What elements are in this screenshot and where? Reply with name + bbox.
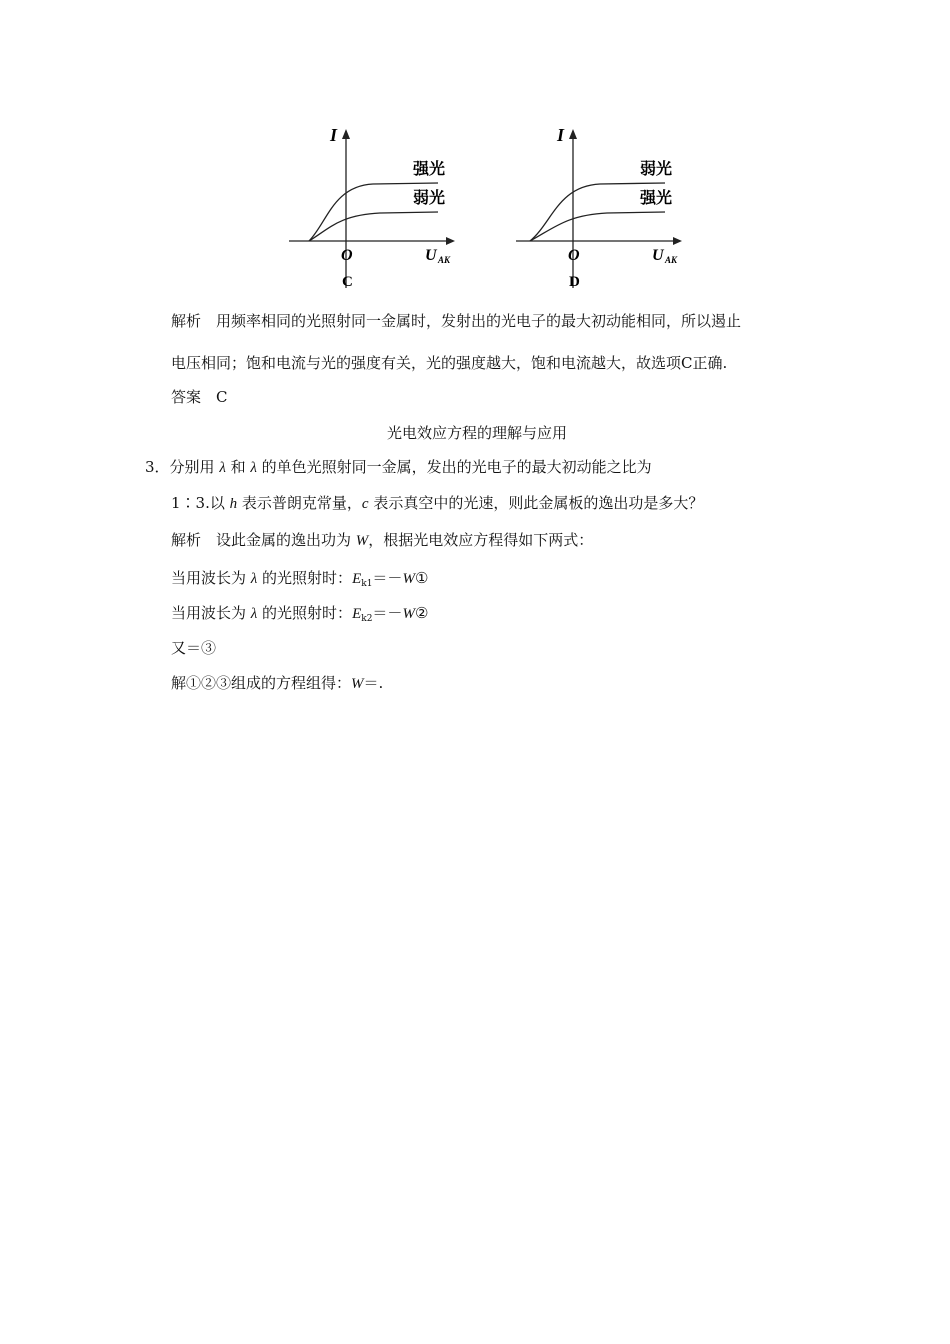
origin-label: O [341,247,353,264]
energy-subscript: k1 [361,579,373,589]
analysis-line-2: 电压相同；饱和电流与光的强度有关，光的强度越大，饱和电流越大，故选项C正确. [171,354,728,372]
upper-curve-label: 强光 [413,159,446,178]
work-function-symbol: W [355,533,369,549]
y-axis-arrow [342,129,350,139]
lambda-symbol: λ [250,606,258,622]
light-speed-symbol: c [361,496,369,512]
work-function-symbol: W [402,606,415,622]
q3-text-f: 表示真空中的光速，则此金属板的逸出功是多大？ [368,494,704,512]
q3-text-d: 1∶3.以 [171,494,230,512]
q3-text-e: 表示普朗克常量， [237,494,362,512]
graph-c [285,118,465,293]
x-axis-subscript: AK [438,255,451,265]
eq2-text-c: ＝－ [372,604,403,622]
x-axis-label: U [425,247,437,264]
answer-line: 答案 C [171,388,228,406]
q3-text-c: 的单色光照射同一金属，发出的光电子的最大初动能之比为 [256,458,652,476]
q3-text-b: 和 [225,458,251,476]
x-axis-arrow [673,237,682,245]
x-axis-label: U [652,247,664,264]
figure-d [512,118,692,293]
analysis2-text-b: ，根据光电效应方程得如下两式： [368,531,594,549]
y-axis-arrow [569,129,577,139]
lambda-symbol: λ [250,571,258,587]
eq1-text-c: ＝－ [372,569,403,587]
solution-text-b: ＝. [363,674,384,692]
lower-curve-label: 强光 [640,188,673,207]
eq1-marker: ① [414,569,429,587]
equation-1 [171,568,428,594]
origin-label: O [568,247,580,264]
eq2-text-a: 当用波长为 [171,604,251,622]
section-title: 光电效应方程的理解与应用 [387,424,568,442]
figure-caption: C [342,274,353,290]
equation-3: 又＝③ [171,639,217,657]
y-axis-label: I [330,125,338,145]
energy-symbol: E [352,571,362,587]
analysis2-line-1 [171,530,593,551]
work-function-symbol: W [402,571,415,587]
question-3-line-2 [171,493,703,514]
solution-text-a: 解①②③组成的方程组得： [171,674,352,692]
x-axis-arrow [446,237,455,245]
analysis2-text-a: 解析 设此金属的逸出功为 [171,531,356,549]
upper-curve-label: 弱光 [640,159,673,178]
figure-c [285,118,465,293]
work-function-symbol: W [351,676,364,692]
x-axis-subscript: AK [665,255,678,265]
lambda-symbol: λ [219,460,226,476]
solution-line [171,673,383,694]
eq2-text-b: 的光照射时： [257,604,353,622]
graph-d [512,118,692,293]
lower-curve [309,212,438,241]
eq2-marker: ② [414,604,429,622]
eq1-text-b: 的光照射时： [257,569,353,587]
energy-subscript: k2 [361,614,373,624]
q3-text-a: 3．分别用 [145,458,220,476]
lambda-symbol: λ [250,460,257,476]
equation-2 [171,603,428,629]
figure-caption: D [569,274,580,290]
question-3-line-1 [145,457,652,478]
lower-curve-label: 弱光 [413,188,446,207]
energy-symbol: E [352,606,362,622]
y-axis-label: I [557,125,565,145]
planck-symbol: h [229,496,238,512]
analysis-line-1: 解析 用频率相同的光照射同一金属时，发射出的光电子的最大初动能相同，所以遏止 [171,312,742,330]
eq1-text-a: 当用波长为 [171,569,251,587]
